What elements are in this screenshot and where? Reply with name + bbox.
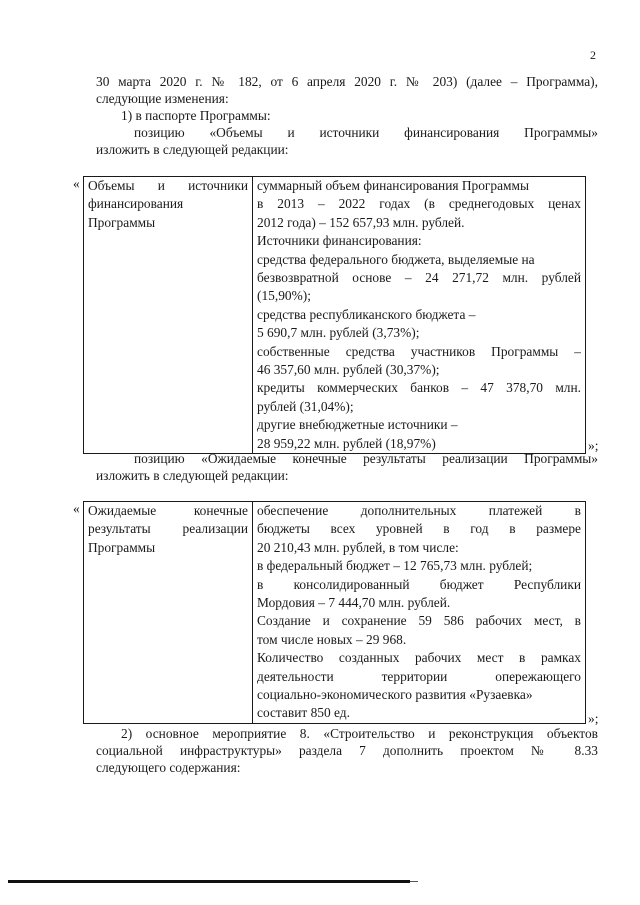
position2-line-2: изложить в следующей редакции: bbox=[96, 468, 289, 483]
passport-table-financing bbox=[83, 176, 586, 454]
table1-value-cell bbox=[253, 177, 586, 454]
table1-value-line: рублей (31,04%); bbox=[257, 398, 354, 414]
table1-value-line: 46 357,60 млн. рублей (30,37%); bbox=[257, 362, 440, 378]
item1-heading: 1) в паспорте Программы: bbox=[121, 108, 271, 123]
table2-quote-close: »; bbox=[588, 711, 599, 726]
table-row bbox=[84, 502, 586, 724]
table1-quote-close: »; bbox=[588, 438, 599, 453]
table2-value-line: Мордовия – 7 444,70 млн. рублей. bbox=[257, 595, 451, 611]
table2-name-line: результаты реализации bbox=[88, 521, 248, 537]
table2-quote-open: « bbox=[73, 501, 80, 516]
table1-value-line: 5 690,7 млн. рублей (3,73%); bbox=[257, 325, 420, 341]
table1-value-line: средства федерального бюджета, выделяемые на bbox=[257, 251, 535, 267]
table1-value-line: безвозвратной основе – 24 271,72 млн. рублей bbox=[257, 270, 581, 286]
item2-line-2: социальной инфраструктуры» раздела 7 дополнить проектом № 8.33 bbox=[96, 743, 598, 758]
table-row bbox=[84, 177, 586, 454]
intro-line-2: следующие изменения: bbox=[96, 91, 229, 106]
table1-value-line: 2012 года) – 152 657,93 млн. рублей. bbox=[257, 214, 465, 230]
table2-value-cell bbox=[253, 502, 586, 724]
table1-name-line: Объемы и источники bbox=[88, 178, 248, 193]
table1-value-line: (15,90%); bbox=[257, 288, 311, 304]
position2-line-1: позицию «Ожидаемые конечные результаты реализации Программы» bbox=[134, 451, 598, 466]
table2-value-line: Создание и сохранение 59 586 рабочих мест, в bbox=[257, 613, 581, 629]
table1-value-line: 28 959,22 млн. рублей (18,97%) bbox=[257, 435, 436, 451]
table2-name-line: Ожидаемые конечные bbox=[88, 503, 248, 518]
table2-value-line: социально-экономического развития «Рузаевка» bbox=[257, 687, 533, 703]
scan-bottom-rule bbox=[8, 880, 410, 883]
table1-value-line: другие внебюджетные источники – bbox=[257, 417, 458, 433]
item2-line-1: 2) основное мероприятие 8. «Строительство и реконструкция объектов bbox=[121, 726, 598, 741]
scan-bottom-rule-tail bbox=[410, 881, 418, 882]
table2-value-line: Количество созданных рабочих мест в рамках bbox=[257, 650, 581, 666]
table2-value-line: деятельности территории опережающего bbox=[257, 668, 581, 684]
table1-value-line: суммарный объем финансирования Программы bbox=[257, 178, 530, 193]
position1-line-2: изложить в следующей редакции: bbox=[96, 142, 289, 157]
intro-line-1: 30 марта 2020 г. № 182, от 6 апреля 2020 г. № 203) (далее – Программа), bbox=[96, 74, 598, 89]
table2-value-line: в федеральный бюджет – 12 765,73 млн. рублей; bbox=[257, 558, 533, 574]
position1-line-1: позицию «Объемы и источники финансирования Программы» bbox=[134, 125, 598, 140]
table1-value-line: собственные средства участников Программы – bbox=[257, 343, 581, 359]
table1-value-line: Источники финансирования: bbox=[257, 233, 422, 249]
table1-name-cell bbox=[84, 177, 253, 454]
table2-value-line: 20 210,43 млн. рублей, в том числе: bbox=[257, 539, 459, 555]
table2-name-cell bbox=[84, 502, 253, 724]
table2-value-line: том числе новых – 29 968. bbox=[257, 631, 407, 647]
table1-name-line: Программы bbox=[88, 214, 156, 230]
table2-value-line: обеспечение дополнительных платежей в bbox=[257, 503, 581, 518]
table2-value-line: в консолидированный бюджет Республики bbox=[257, 576, 581, 592]
item2-line-3: следующего содержания: bbox=[96, 760, 241, 775]
table2-value-line: составит 850 ед. bbox=[257, 705, 350, 721]
table2-value-line: бюджеты всех уровней в год в размере bbox=[257, 521, 581, 537]
table1-value-line: в 2013 – 2022 годах (в среднегодовых ценах bbox=[257, 196, 581, 212]
table1-quote-open: « bbox=[73, 176, 80, 191]
table1-value-line: кредиты коммерческих банков – 47 378,70 млн. bbox=[257, 380, 581, 396]
page-number: 2 bbox=[590, 48, 596, 62]
table1-value-line: средства республиканского бюджета – bbox=[257, 306, 476, 322]
passport-table-results bbox=[83, 501, 586, 724]
table2-name-line: Программы bbox=[88, 539, 156, 555]
table1-name-line: финансирования bbox=[88, 196, 184, 212]
